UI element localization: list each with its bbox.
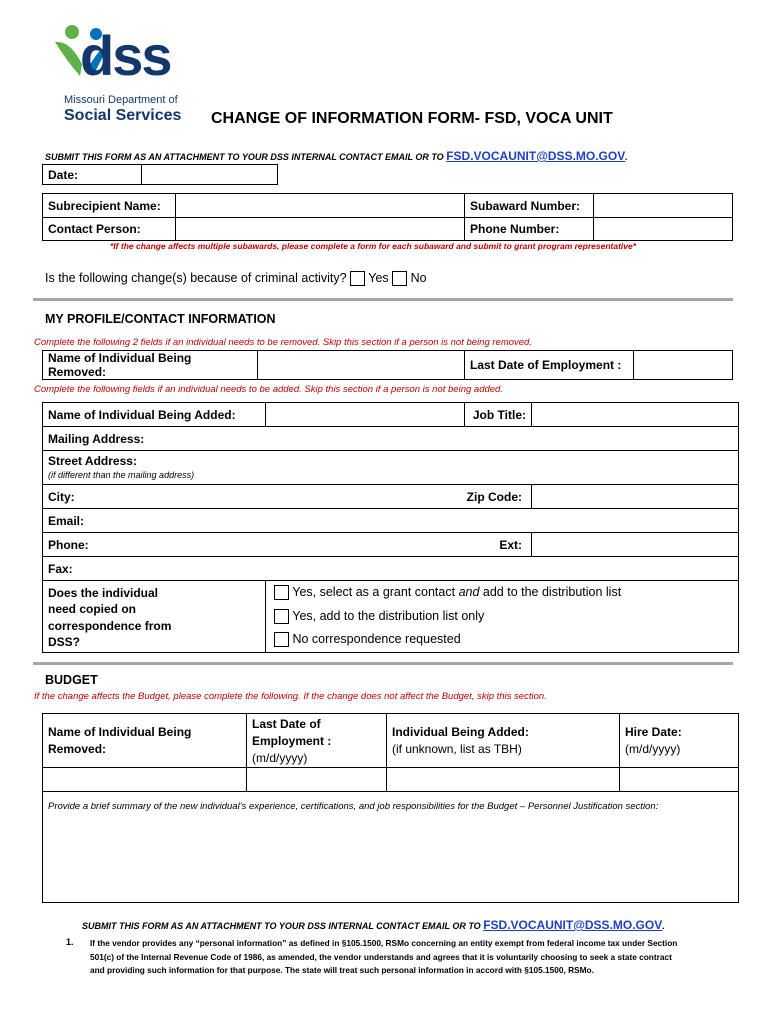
budget-removed-field[interactable] (43, 768, 247, 792)
subrecipient-name-label: Subrecipient Name: (43, 194, 176, 218)
phone-number-field[interactable] (594, 218, 733, 241)
add-instruction: Complete the following fields if an individual needs to be added. Skip this section if a person is not being added. (34, 384, 503, 395)
copied-option[interactable] (274, 628, 733, 652)
criminal-question-text: Is the following change(s) because of criminal activity? (45, 271, 347, 285)
submit-line (45, 149, 628, 163)
budget-hire-date-title: Hire Date: (625, 724, 682, 739)
footer-item-text (90, 937, 677, 978)
budget-summary-field[interactable] (43, 792, 739, 903)
budget-heading: BUDGET (45, 673, 98, 687)
copied-option-checkbox[interactable] (274, 632, 289, 647)
subaward-number-field[interactable] (594, 194, 733, 218)
remove-instruction: Complete the following 2 fields if an individual needs to be removed. Skip this section if a person is not being removed. (34, 337, 532, 348)
form-title: CHANGE OF INFORMATION FORM- FSD, VOCA UNIT (211, 110, 613, 127)
email-field[interactable] (266, 509, 739, 533)
copied-option-label: No correspondence requested (292, 632, 461, 647)
budget-added-note: (if unknown, list as TBH) (392, 741, 522, 756)
job-title-label: Job Title: (465, 403, 532, 427)
copied-option-checkbox[interactable] (274, 609, 289, 624)
last-employment-label: Last Date of Employment : (465, 351, 634, 380)
city-label: City: (43, 485, 266, 509)
budget-removed-header (43, 714, 247, 768)
removed-name-label: Name of Individual Being Removed: (43, 351, 258, 380)
footer-submit-line (82, 918, 665, 932)
copied-option-emphasis: and (458, 585, 480, 600)
budget-added-title: Individual Being Added: (392, 724, 529, 739)
logo-wordmark: dss (80, 24, 171, 87)
street-address-cell (43, 451, 266, 485)
submit-email-link[interactable]: FSD.VOCAUNIT@DSS.MO.GOV (446, 149, 626, 163)
footer-submit-text: SUBMIT THIS FORM AS AN ATTACHMENT TO YOUR DSS INTERNAL CONTACT EMAIL OR TO (82, 921, 481, 931)
removal-table (42, 350, 733, 380)
dss-logo (52, 20, 192, 130)
copied-option-label: Yes, add to the distribution list only (292, 608, 485, 623)
removed-name-field[interactable] (258, 351, 465, 380)
budget-table (42, 713, 739, 903)
mailing-address-field[interactable] (266, 427, 739, 451)
copied-option-label: Yes, select as a grant contact (292, 585, 459, 600)
profile-heading: MY PROFILE/CONTACT INFORMATION (45, 312, 276, 326)
subaward-number-label: Subaward Number: (465, 194, 594, 218)
copied-question-line: Does the individual (48, 585, 159, 600)
budget-removed-header-line: Name of Individual Being (48, 724, 192, 739)
subrecipient-table (42, 193, 733, 241)
footer-period: . (662, 921, 665, 931)
phone-field[interactable] (266, 533, 532, 557)
copied-question-line: need copied on (48, 602, 137, 616)
job-title-field[interactable] (532, 403, 739, 427)
budget-last-date-format: (m/d/yyyy) (252, 751, 308, 765)
budget-last-date-line: Employment : (252, 734, 332, 748)
budget-last-date-header (247, 714, 387, 768)
budget-added-field[interactable] (387, 768, 620, 792)
submit-period: . (625, 152, 628, 162)
budget-added-header (387, 714, 620, 768)
logo-line2: Social Services (64, 107, 182, 124)
ext-label: Ext: (499, 537, 522, 552)
fax-label: Fax: (43, 557, 266, 581)
mailing-address-label: Mailing Address: (43, 427, 266, 451)
copied-option-checkbox[interactable] (274, 585, 289, 600)
subrecipient-name-field[interactable] (176, 194, 465, 218)
criminal-no-checkbox[interactable] (392, 271, 407, 286)
budget-hire-date-format: (m/d/yyyy) (625, 741, 681, 756)
submit-text: SUBMIT THIS FORM AS AN ATTACHMENT TO YOUR DSS INTERNAL CONTACT EMAIL OR TO (45, 152, 444, 162)
date-label: Date: (43, 165, 142, 185)
addition-table (42, 402, 739, 653)
criminal-yes-checkbox[interactable] (350, 271, 365, 286)
street-address-label: Street Address: (48, 453, 137, 468)
footer-email-link[interactable]: FSD.VOCAUNIT@DSS.MO.GOV (483, 918, 663, 932)
email-label: Email: (43, 509, 266, 533)
copied-question-cell (43, 581, 266, 653)
date-table (42, 164, 278, 185)
budget-summary-prompt: Provide a brief summary of the new individual’s experience, certifications, and job responsibilities for the Budget – Personnel Justification section: (48, 801, 659, 812)
footer-item-line: and providing such information for that purpose. The state will treat such personal information in accord with §105.1500, RSMo. (90, 965, 594, 975)
date-field[interactable] (142, 165, 278, 185)
budget-instruction: If the change affects the Budget, please complete the following. If the change does not affect the Budget, skip this section. (34, 691, 547, 702)
criminal-question (45, 271, 427, 286)
copied-question-line: DSS? (48, 635, 81, 649)
copied-options-cell (266, 581, 739, 653)
budget-hire-date-header (620, 714, 739, 768)
contact-person-label: Contact Person: (43, 218, 176, 241)
section-divider (33, 298, 733, 301)
phone-number-label: Phone Number: (465, 218, 594, 241)
added-name-label: Name of Individual Being Added: (43, 403, 266, 427)
fax-field[interactable] (266, 557, 739, 581)
phone-label: Phone: (43, 533, 266, 557)
added-name-field[interactable] (266, 403, 465, 427)
ext-field[interactable] (532, 533, 739, 557)
budget-removed-header-line: Removed: (48, 741, 107, 756)
multi-subaward-note: *If the change affects multiple subawards, please complete a form for each subaward and submit to grant program representative* (110, 241, 637, 251)
contact-person-field[interactable] (176, 218, 465, 241)
zip-code-label: Zip Code: (466, 489, 522, 504)
street-address-note: (if different than the mailing address) (48, 469, 195, 480)
budget-last-date-line: Last Date of (252, 717, 321, 731)
footer-item-line: 501(c) of the Internal Revenue Code of 1986, as amended, the vendor understands and agrees that it is voluntarily choosing to seek a state contract (90, 951, 672, 962)
logo-line1: Missouri Department of (64, 94, 178, 106)
copied-question-line: correspondence from (48, 618, 172, 633)
budget-last-date-field[interactable] (247, 768, 387, 792)
criminal-yes-label: Yes (368, 271, 389, 285)
city-field[interactable] (266, 485, 532, 509)
section-divider (33, 662, 733, 665)
copied-option[interactable] (274, 581, 733, 605)
last-employment-field[interactable] (634, 351, 733, 380)
copied-option[interactable] (274, 605, 733, 629)
criminal-no-label: No (410, 271, 427, 285)
copied-option-label-end: add to the distribution list (479, 585, 622, 600)
footer-item-number: 1. (66, 937, 74, 947)
footer-item-line: If the vendor provides any “personal information” as defined in §105.1500, RSMo concerning an entity exempt from federal income tax under Section (90, 938, 678, 948)
zip-code-field[interactable] (532, 485, 739, 509)
budget-hire-date-field[interactable] (620, 768, 739, 792)
street-address-field[interactable] (266, 451, 739, 485)
